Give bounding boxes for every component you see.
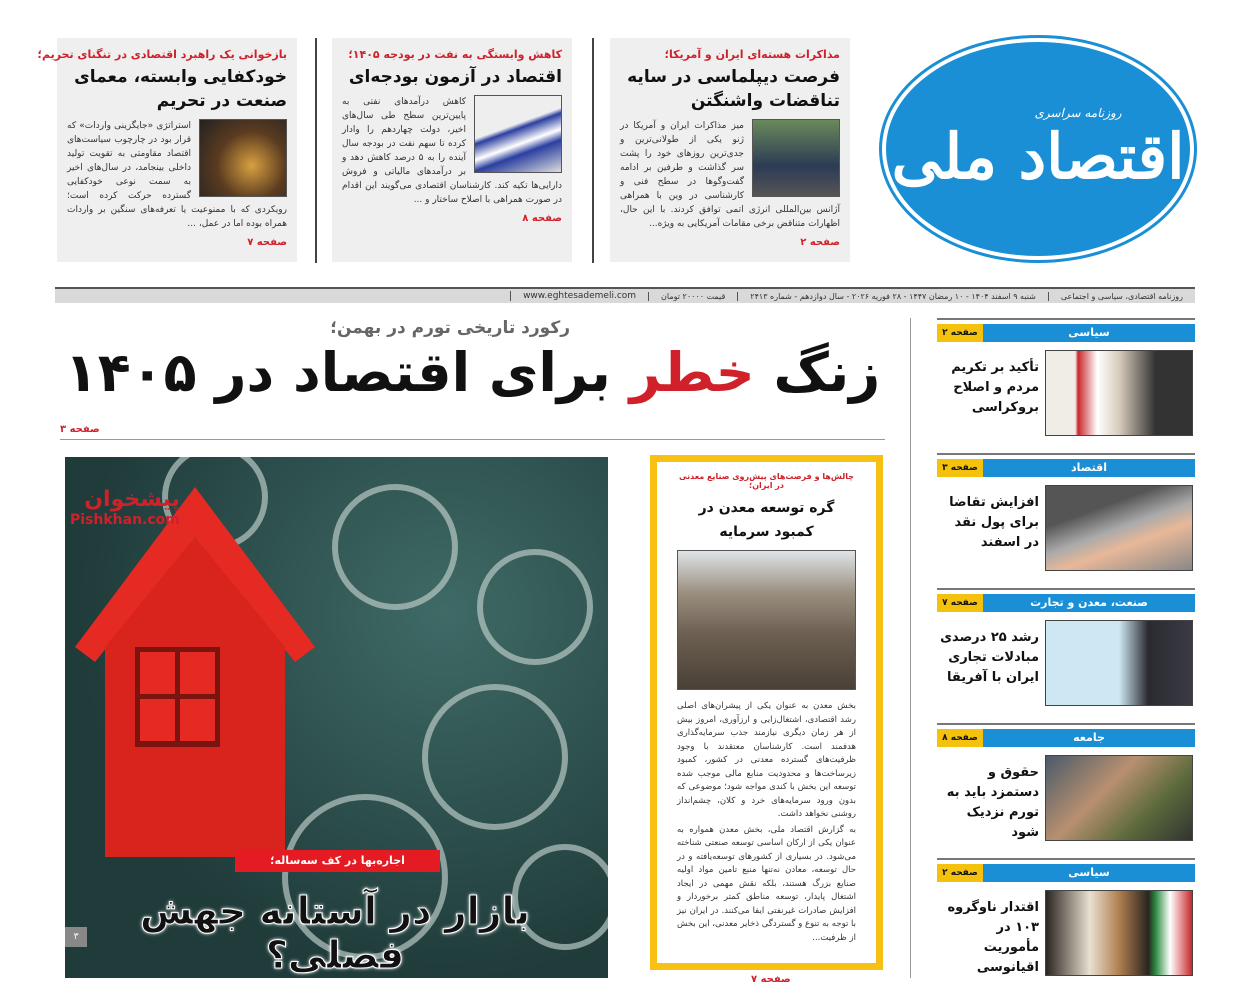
sidebar-photo: [1045, 620, 1193, 706]
story-kicker: کاهش وابستگی به نفت در بودجه ۱۴۰۵؛: [348, 48, 562, 61]
page-ref[interactable]: صفحه ۳: [60, 424, 100, 435]
masthead-logo[interactable]: [882, 38, 1194, 260]
page-ref[interactable]: ۳: [65, 927, 87, 947]
sidebar-title: اقتدار ناوگروه ۱۰۳ در مأموریت اقیانوسی: [947, 900, 1039, 975]
website-link[interactable]: www.eghtesademeli.com: [510, 291, 648, 301]
page-ref[interactable]: صفحه ۷: [745, 974, 797, 985]
top-story-card[interactable]: [332, 38, 572, 262]
sidebar-item[interactable]: [937, 858, 1195, 988]
story-body: کاهش درآمدهای نفتی به پایین‌ترین سطح طی سال‌های اخیر، دولت چهاردهم را وادار کرده تا سهم نفت در بودجه سال آینده را به ۵ درصد کاهش دهد و بر درآمدهای مالیاتی و فروش دارایی‌ها تکیه کند. کارشناسان اقتصادی می‌گویند این اقدام در صورت همراهی با اصلاح ساختار و ...: [342, 97, 562, 205]
lead-kicker: رکورد تاریخی تورم در بهمن؛: [330, 318, 570, 338]
sidebar-title: رشد ۲۵ درصدی مبادلات تجاری ایران با آفریقا: [940, 630, 1039, 685]
paper-type: روزنامه اقتصادی، سیاسی و اجتماعی: [1048, 292, 1195, 301]
mining-title: گره توسعه معدن در کمبود سرمایه: [698, 500, 835, 540]
sidebar-photo: [1045, 350, 1193, 436]
story-title: خودکفایی وابسته، معمای صنعت در تحریم: [74, 67, 287, 111]
photo-kicker: اجاره‌بها در کف سه‌ساله؛: [235, 850, 440, 872]
sidebar-item[interactable]: [937, 318, 1195, 448]
mining-photo: [677, 550, 856, 690]
masthead-name: اقتصاد ملی: [891, 119, 1185, 193]
page-ref[interactable]: صفحه ۲: [937, 324, 983, 342]
sidebar-photo: [1045, 755, 1193, 841]
sidebar-item[interactable]: [937, 723, 1195, 853]
price: قیمت ۲۰۰۰۰ تومان: [648, 292, 737, 301]
mining-kicker: چالش‌ها و فرصت‌های پیش‌روی صنایع معدنی در ایران؛: [679, 472, 854, 490]
page-ref[interactable]: صفحه ۷: [937, 594, 983, 612]
section-label: اقتصاد: [983, 459, 1195, 477]
page-ref[interactable]: صفحه ۸: [937, 729, 983, 747]
photo-title: بازار در آستانه جهش فصلی؟: [139, 889, 531, 977]
story-photo: [474, 95, 562, 173]
page-ref[interactable]: صفحه ۸: [522, 213, 562, 224]
mining-feature[interactable]: [650, 455, 883, 970]
section-label: جامعه: [983, 729, 1195, 747]
story-kicker: بازخوانی یک راهبرد اقتصادی در تنگنای تحریم؛: [37, 48, 287, 61]
info-bar: [55, 287, 1195, 303]
page-ref[interactable]: صفحه ۷: [247, 237, 287, 248]
story-photo: [752, 119, 840, 197]
page-ref[interactable]: صفحه ۲: [800, 237, 840, 248]
lead-story[interactable]: [60, 318, 885, 440]
top-story-card[interactable]: [610, 38, 850, 262]
page-ref[interactable]: صفحه ۳: [937, 459, 983, 477]
sidebar-item[interactable]: [937, 453, 1195, 583]
sidebar-title: افزایش تقاضا برای پول نقد در اسفند: [949, 495, 1039, 550]
lead-title: زنگ خطر برای اقتصاد در ۱۴۰۵: [64, 341, 881, 404]
page-ref[interactable]: صفحه ۲: [937, 864, 983, 882]
sidebar-title: حقوق و دستمزد باید به تورم نزدیک شود: [946, 765, 1039, 840]
sidebar-title: تأکید بر تکریم مردم و اصلاح بروکراسی: [951, 360, 1039, 415]
section-label: صنعت، معدن و تجارت: [983, 594, 1195, 612]
lead-title-highlight: خطر: [629, 341, 755, 404]
watermark: پیشخوان Pishkhan.com: [70, 487, 180, 528]
story-kicker: مذاکرات هسته‌ای ایران و آمریکا؛: [664, 48, 840, 61]
top-story-card[interactable]: [37, 38, 297, 262]
story-body: استراتژی «جایگزینی واردات» که قرار بود در چارچوب سیاست‌های اقتصاد مقاومتی به تقویت تولید داخلی بینجامد، در سال‌های اخیر به سمت نوعی خودکفایی گسترده حرکت کرده است؛ رویکردی که با ممنوعیت یا تعرفه‌های سنگین بر واردات همراه بوده اما در عمل، ...: [67, 121, 287, 229]
section-label: سیاسی: [983, 864, 1195, 882]
story-photo: [199, 119, 287, 197]
mining-body: بخش معدن به عنوان یکی از پیشران‌های اصلی رشد اقتصادی، اشتغال‌زایی و ارزآوری، امروز بیش از هر زمان دیگری نیازمند جذب سرمایه‌گذاری هدفمند است. کارشناسان معتقدند با وجود ظرفیت‌های گسترده معدنی در کشور، کمبود زیرساخت‌ها و محدودیت منابع مالی موجب شده توسعه این بخش با کندی مواجه شود؛ موضوعی که بدون ورود سرمایه‌های خرد و کلان، چشم‌انداز روشنی نخواهد داشت.: [677, 701, 856, 819]
sidebar-item[interactable]: [937, 588, 1195, 718]
masthead-tagline: روزنامه سراسری: [1034, 105, 1122, 120]
issue-date: شنبه ۹ اسفند ۱۴۰۴ - ۱۰ رمضان ۱۴۴۷ - ۲۸ فوریه ۲۰۲۶ - سال دوازدهم - شماره ۲۴۱۳: [737, 292, 1048, 301]
sidebar-photo: [1045, 890, 1193, 976]
sidebar-photo: [1045, 485, 1193, 571]
story-title: فرصت دیپلماسی در سایه تناقضات واشنگتن: [627, 67, 840, 111]
story-body: میز مذاکرات ایران و آمریکا در ژنو یکی از طولانی‌ترین و جدی‌ترین روزهای خود را پشت سر گذاشت و طرفین بر ادامه گفت‌وگوها در سطح فنی و کارشناسی در وین با همراهی آژانس بین‌المللی انرژی اتمی توافق کردند. با این حال، اظهارات متناقض برخی مقامات آمریکایی به ویژه...: [620, 121, 840, 229]
photo-story[interactable]: [65, 457, 608, 978]
story-title: اقتصاد در آزمون بودجه‌ای: [348, 67, 562, 87]
mining-body: به گزارش اقتصاد ملی، بخش معدن همواره به عنوان یکی از ارکان اساسی توسعه صنعتی شناخته می‌شود. در بسیاری از کشورهای توسعه‌یافته و در حال توسعه، معادن نه‌تنها منبع تامین مواد اولیه صنایع بزرگ هستند، بلکه نقش مهمی در ایجاد اشتغال پایدار، توسعه مناطق کمتر برخوردار و افزایش صادرات غیرنفتی ایفا می‌کنند. در ایران نیز با توجه به تنوع و گستردگی ذخایر معدنی، این بخش از ظرفیت...: [677, 824, 856, 943]
section-label: سیاسی: [983, 324, 1195, 342]
